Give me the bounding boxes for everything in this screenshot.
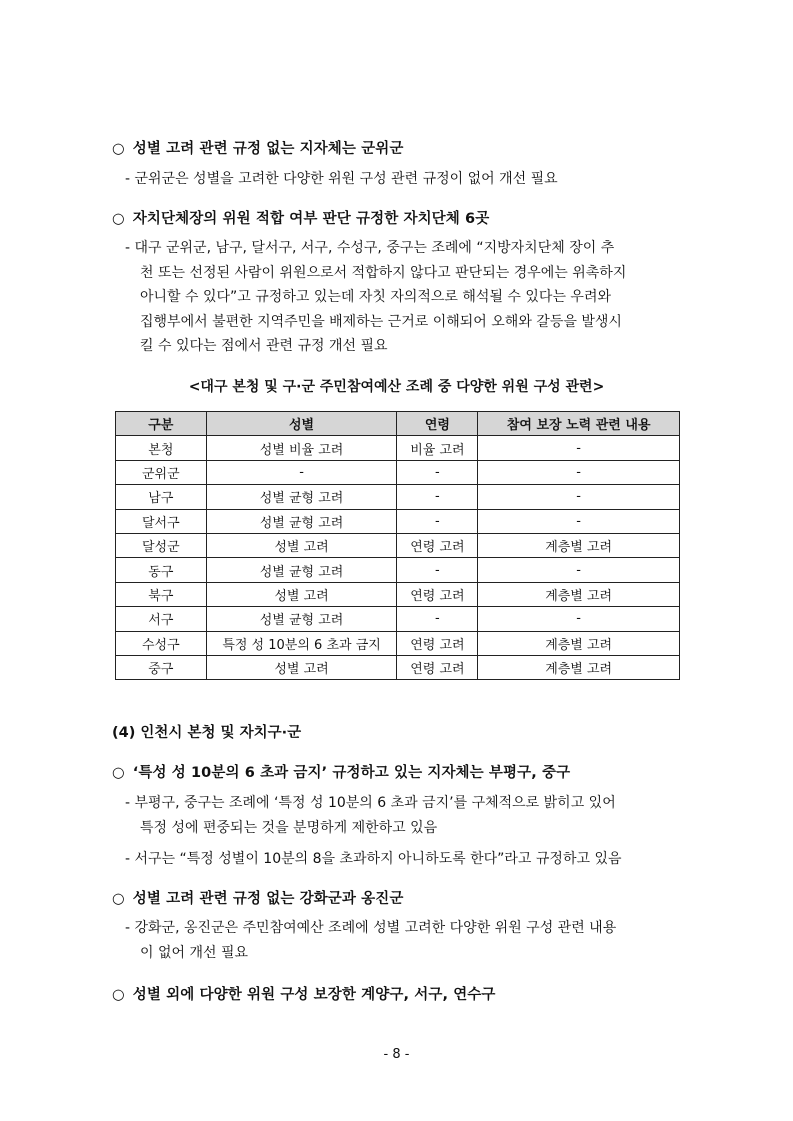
bullet-heading-bupyeong [112,761,570,782]
bullet-title: 자치단체장의 위원 적합 여부 판단 규정한 자치단체 6곳 [132,211,490,227]
bullet-title: 성별 고려 관련 규정 없는 강화군과 옹진군 [132,891,404,907]
circle-bullet-icon: ○ [112,141,125,157]
table-cell: 본청 [116,436,207,460]
table-cell: - [397,485,478,509]
bullet-body-gunwi [125,167,685,192]
page-number: - 8 - [383,1047,410,1062]
bullet-title: ‘특성 성 10분의 6 초과 금지’ 규정하고 있는 지자체는 부평구, 중구 [132,765,571,781]
table-cell: 남구 [116,485,207,509]
table-row [116,631,680,655]
table-cell: 달성군 [116,533,207,557]
table-cell: 특정 성 10분의 6 초과 금지 [206,631,397,655]
table-row [116,558,680,582]
table-cell: 성별 고려 [206,655,397,679]
committee-composition-table [115,411,680,680]
table-cell: 성별 고려 [206,582,397,606]
table-cell: - [478,509,680,533]
table-cell: 계층별 고려 [478,533,680,557]
table-row [116,607,680,631]
table-cell: 서구 [116,607,207,631]
table-row [116,460,680,484]
bullet-body-ganghwa [125,916,685,965]
table-cell: 성별 비율 고려 [206,436,397,460]
table-row [116,582,680,606]
table-cell: 북구 [116,582,207,606]
table-cell: - [397,509,478,533]
body-line: 이 없어 개선 필요 [140,944,249,961]
header-cell: 성별 [206,412,397,436]
body-line: - 군위군은 성별을 고려한 다양한 위원 구성 관련 규정이 없어 개선 필요 [125,171,558,187]
table-cell: - [397,607,478,631]
table-cell: - [478,607,680,631]
table-cell: 중구 [116,655,207,679]
table-cell: 군위군 [116,460,207,484]
table-cell: - [397,558,478,582]
table-cell: 연령 고려 [397,655,478,679]
table-row [116,485,680,509]
table-cell: 비율 고려 [397,436,478,460]
table-row [116,436,680,460]
circle-bullet-icon: ○ [112,211,125,227]
table-cell: - [478,485,680,509]
table-cell: 달서구 [116,509,207,533]
table-cell: 계층별 고려 [478,631,680,655]
table-header-row [116,412,680,436]
table-caption: <대구 본청 및 구·군 주민참여예산 조례 중 다양한 위원 구성 관련> [188,379,605,395]
table-cell: 성별 균형 고려 [206,607,397,631]
table-cell: 연령 고려 [397,533,478,557]
bullet-heading-gunwi [112,137,403,158]
body-line: - 부평구, 중구는 조례에 ‘특정 성 10분의 6 초과 금지’를 구체적으로 밝히고 있어 [125,795,616,811]
bullet-body-appointment [125,236,685,359]
table-cell: - [478,558,680,582]
bullet-title: 성별 외에 다양한 위원 구성 보장한 계양구, 서구, 연수구 [132,987,496,1003]
body-line: 킬 수 있다는 점에서 관련 규정 개선 필요 [140,338,388,354]
table-cell: - [206,460,397,484]
table-cell: - [397,460,478,484]
bullet-body-bupyeong [125,791,685,872]
table-row [116,655,680,679]
table-cell: 동구 [116,558,207,582]
table-cell: 성별 고려 [206,533,397,557]
section-title-incheon: (4) 인천시 본청 및 자치구·군 [112,725,302,741]
bullet-heading-appointment [112,207,489,228]
bullet-heading-gyeyang [112,983,496,1004]
header-cell: 구분 [116,412,207,436]
body-line: - 대구 군위군, 남구, 달서구, 서구, 수성구, 중구는 조례에 “지방자치단체 장이 추 [125,240,615,256]
body-line: - 강화군, 옹진군은 주민참여예산 조례에 성별 고려한 다양한 위원 구성 관련 내용 [125,920,617,936]
body-line: 특정 성에 편중되는 것을 분명하게 제한하고 있음 [140,819,438,836]
body-line: 천 또는 선정된 사람이 위원으로서 적합하지 않다고 판단되는 경우에는 위촉하지 [140,264,627,281]
table-cell: 성별 균형 고려 [206,509,397,533]
body-line: 아니할 수 있다”고 규정하고 있는데 자칫 자의적으로 해석될 수 있다는 우려와 [140,289,611,305]
table-cell: 연령 고려 [397,582,478,606]
table-cell: - [478,436,680,460]
body-line: - 서구는 “특정 성별이 10분의 8을 초과하지 아니하도록 한다”라고 규정하고 있음 [125,851,622,867]
table-row [116,509,680,533]
circle-bullet-icon: ○ [112,891,125,907]
table-row [116,533,680,557]
table-cell: 성별 균형 고려 [206,485,397,509]
bullet-title: 성별 고려 관련 규정 없는 지자체는 군위군 [132,141,404,157]
table-cell: 계층별 고려 [478,582,680,606]
header-cell: 연령 [397,412,478,436]
table-cell: 수성구 [116,631,207,655]
circle-bullet-icon: ○ [112,765,125,781]
circle-bullet-icon: ○ [112,987,125,1003]
body-line: 집행부에서 불편한 지역주민을 배제하는 근거로 이해되어 오해와 갈등을 발생시 [140,313,622,330]
header-cell: 참여 보장 노력 관련 내용 [478,412,680,436]
table-cell: 계층별 고려 [478,655,680,679]
table-cell: 연령 고려 [397,631,478,655]
table-cell: 성별 균형 고려 [206,558,397,582]
table-cell: - [478,460,680,484]
bullet-heading-ganghwa [112,887,403,908]
